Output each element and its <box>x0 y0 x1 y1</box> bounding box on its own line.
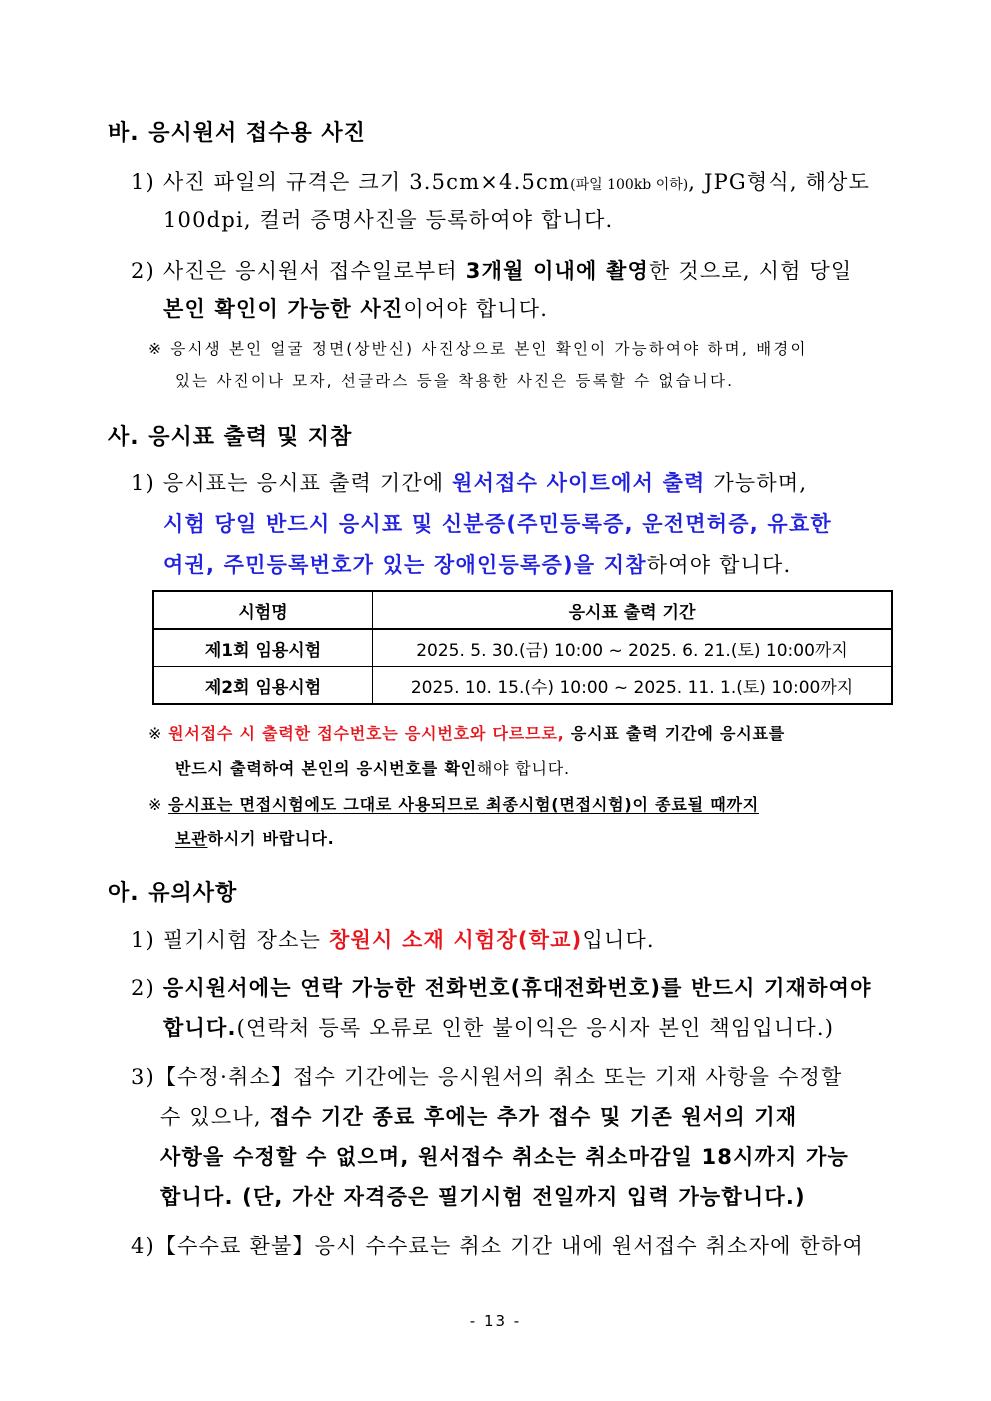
precaution-item4-line1: 4)【수수료 환불】응시 수수료는 취소 기간 내에 원서접수 취소자에 한하여 <box>131 1234 864 1258</box>
section-heading-admission-ticket: 사. 응시표 출력 및 지참 <box>108 425 353 450</box>
table-header-row <box>153 591 892 629</box>
photo-note-line2: 있는 사진이나 모자, 선글라스 등을 착용한 사진은 등록할 수 없습니다. <box>175 372 735 390</box>
photo-item1-line1: 1) 사진 파일의 규격은 크기 3.5cm×4.5cm(파일 100kb 이하), JPG형식, 해상도 <box>131 170 871 194</box>
precaution-item3-line2: 수 있으나, 접수 기간 종료 후에는 추가 접수 및 기존 원서의 기재 <box>160 1105 798 1129</box>
table-cell-exam-name: 제2회 임용시험 <box>153 667 373 705</box>
photo-item2-line1: 2) 사진은 응시원서 접수일로부터 3개월 이내에 촬영한 것으로, 시험 당일 <box>131 259 853 283</box>
page-number: - 13 - <box>469 1312 522 1330</box>
table-cell-period: 2025. 10. 15.(수) 10:00 ~ 2025. 11. 1.(토) 10:00까지 <box>373 667 893 705</box>
precaution-item3-line3: 사항을 수정할 수 없으며, 원서접수 취소는 취소마감일 18시까지 가능 <box>160 1145 850 1169</box>
ticket-note2-line2: 보관하시기 바랍니다. <box>175 829 335 848</box>
ticket-note2-line1: ※ 응시표는 면접시험에도 그대로 사용되므로 최종시험(면접시험)이 종료될 때까지 <box>148 795 759 814</box>
table-cell-period: 2025. 5. 30.(금) 10:00 ~ 2025. 6. 21.(토) 10:00까지 <box>373 629 893 667</box>
ticket-item1-line1: 1) 응시표는 응시표 출력 기간에 원서접수 사이트에서 출력 가능하며, <box>131 471 808 495</box>
precaution-item1: 1) 필기시험 장소는 창원시 소재 시험장(학교)입니다. <box>131 928 655 952</box>
section-heading-precautions: 아. 유의사항 <box>108 881 238 906</box>
table-header-print-period: 응시표 출력 기간 <box>373 591 893 629</box>
ticket-print-schedule-table <box>152 590 893 705</box>
table-header-exam-name: 시험명 <box>153 591 373 629</box>
table-row <box>153 667 892 705</box>
table-row <box>153 629 892 667</box>
precaution-item3-line4: 합니다. (단, 가산 자격증은 필기시험 전일까지 입력 가능합니다.) <box>160 1185 806 1209</box>
precaution-item3-line1: 3)【수정·취소】접수 기간에는 응시원서의 취소 또는 기재 사항을 수정할 <box>131 1065 843 1089</box>
precaution-item2-line1: 2) 응시원서에는 연락 가능한 전화번호(휴대전화번호)를 반드시 기재하여야 <box>131 976 872 1000</box>
photo-item1-line2: 100dpi, 컬러 증명사진을 등록하여야 합니다. <box>163 208 614 232</box>
ticket-note1-line1: ※ 원서접수 시 출력한 접수번호는 응시번호와 다르므로, 응시표 출력 기간에 응시표를 <box>148 724 786 743</box>
precaution-item2-line2: 합니다.(연락처 등록 오류로 인한 불이익은 응시자 본인 책임입니다.) <box>163 1016 835 1040</box>
ticket-item1-line3: 여권, 주민등록번호가 있는 장애인등록증)을 지참하여야 합니다. <box>163 553 792 577</box>
photo-note-line1: ※ 응시생 본인 얼굴 정면(상반신) 사진상으로 본인 확인이 가능하여야 하며, 배경이 <box>148 340 808 358</box>
ticket-item1-line2: 시험 당일 반드시 응시표 및 신분증(주민등록증, 운전면허증, 유효한 <box>163 512 832 536</box>
section-heading-photo: 바. 응시원서 접수용 사진 <box>108 121 366 146</box>
ticket-note1-line2: 반드시 출력하여 본인의 응시번호를 확인해야 합니다. <box>175 759 570 778</box>
photo-item2-line2: 본인 확인이 가능한 사진이어야 합니다. <box>163 297 549 321</box>
table-cell-exam-name: 제1회 임용시험 <box>153 629 373 667</box>
